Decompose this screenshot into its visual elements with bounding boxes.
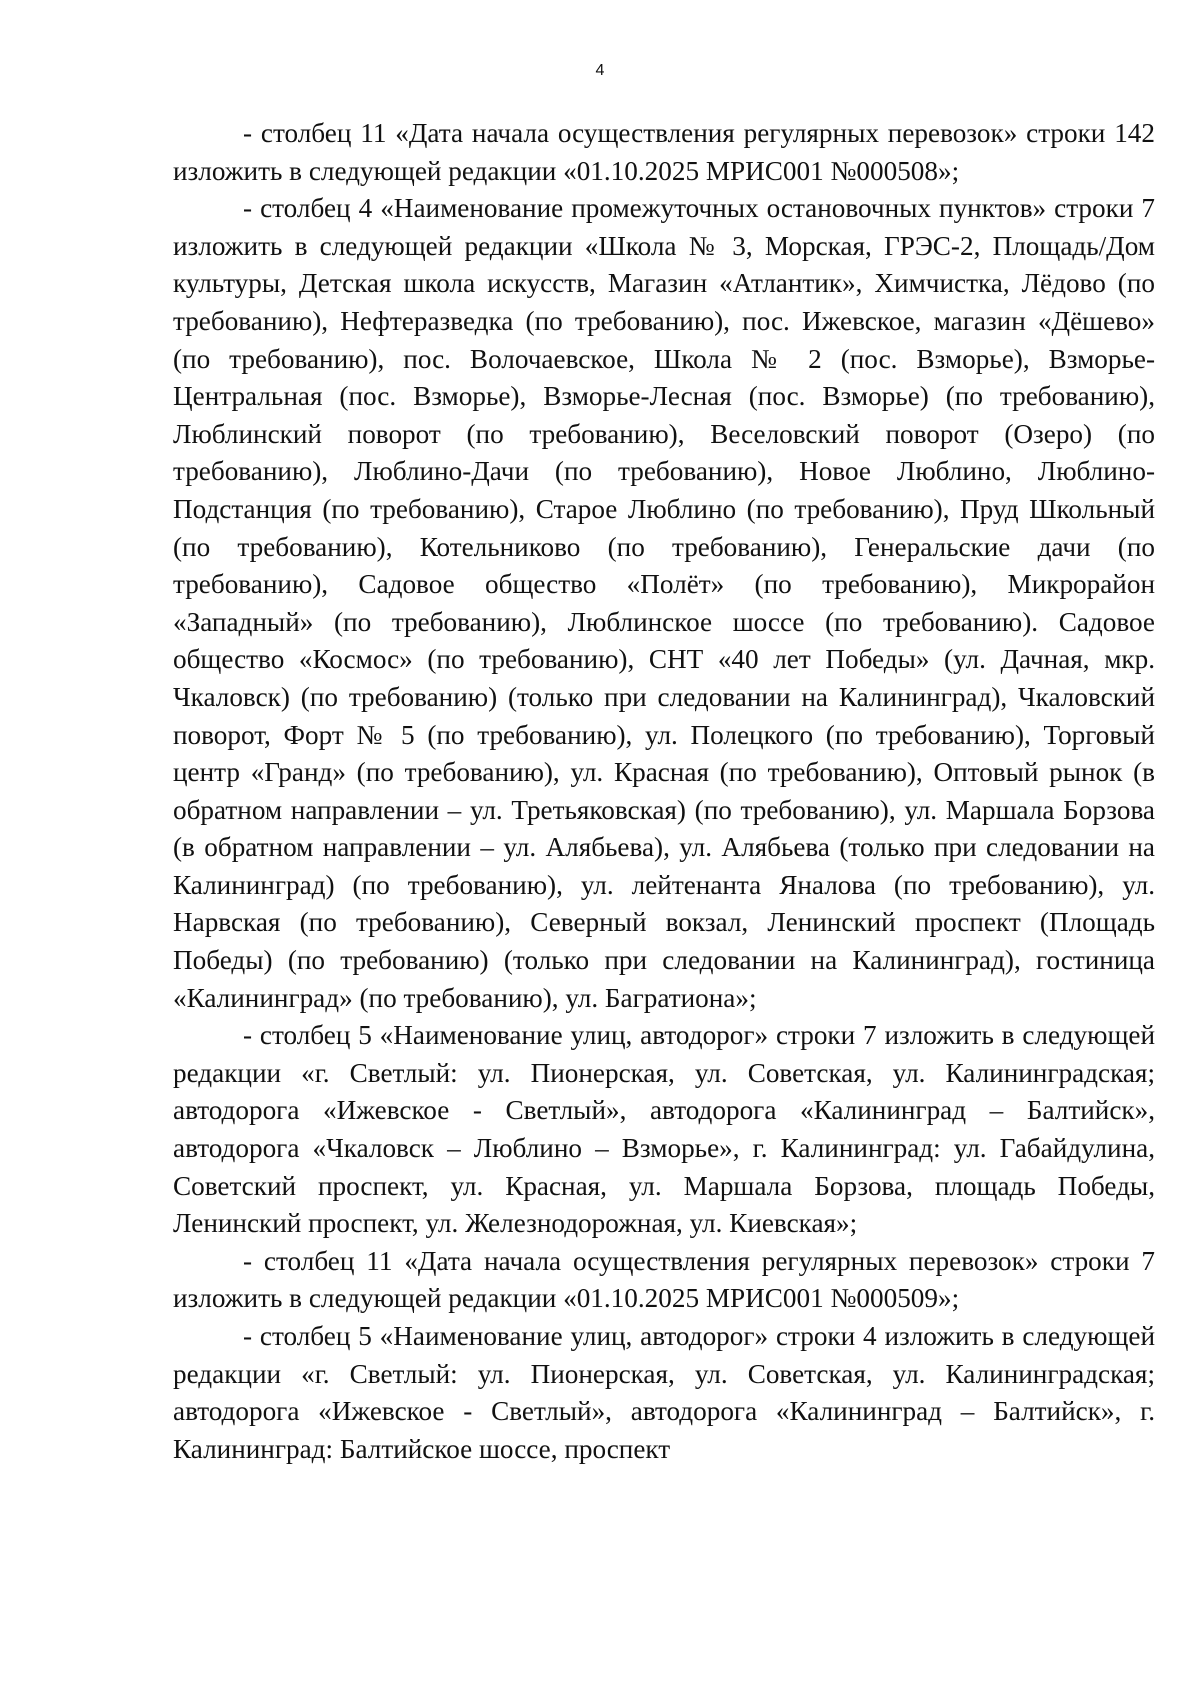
paragraph-column-5-row-4: - столбец 5 «Наименование улиц, автодорог» строки 4 изложить в следующей редакции «г. Светлый: ул. Пионерская, ул. Советская, ул. Калининградская; автодорога «Ижевское - Светлый», автодорога «Калининград – Балтийск», г. Калининград: Балтийское шоссе, проспект (173, 1321, 1155, 1464)
paragraph-column-4-row-7: - столбец 4 «Наименование промежуточных остановочных пунктов» строки 7 изложить в следующей редакции «Школа № 3, Морская, ГРЭС-2, Площадь/Дом культуры, Детская школа искусств, Магазин «Атлантик», Химчистка, Лёдово (по требованию), Нефтеразведка (по требованию), пос. Ижевское, магазин «Дёшево» (по требованию), пос. Волочаевское, Школа № 2 (пос. Взморье), Взморье-Центральная (пос. Взморье), Взморье-Лесная (пос. Взморье) (по требованию), Люблинский поворот (по требованию), Веселовский поворот (Озеро) (по требованию), Люблино-Дачи (по требованию), Новое Люблино, Люблино-Подстанция (по требованию), Старое Люблино (по требованию), Пруд Школьный (по требованию), Котельниково (по требованию), Генеральские дачи (по требованию), Садовое общество «Полёт» (по требованию), Микрорайон «Западный» (по требованию), Люблинское шоссе (по требованию). Садовое общество «Космос» (по требованию), СНТ «40 лет Победы» (ул. Дачная, мкр. Чкаловск) (по требованию) (только при следовании на Калининград), Чкаловский поворот, Форт № 5 (по требованию), ул. Полецкого (по требованию), Торговый центр «Гранд» (по требованию), ул. Красная (по требованию), Оптовый рынок (в обратном направлении – ул. Третьяковская) (по требованию), ул. Маршала Борзова (в обратном направлении – ул. Алябьева), ул. Алябьева (только при следовании на Калининград) (по требованию), ул. лейтенанта Яналова (по требованию), ул. Нарвская (по требованию), Северный вокзал, Ленинский проспект (Площадь Победы) (по требованию) (только при следовании на Калининград), гостиница «Калининград» (по требованию), ул. Багратиона»; (173, 193, 1155, 1013)
page-number: 4 (595, 62, 605, 79)
document-body (173, 115, 1155, 1468)
paragraph-column-5-row-7: - столбец 5 «Наименование улиц, автодорог» строки 7 изложить в следующей редакции «г. Светлый: ул. Пионерская, ул. Советская, ул. Калининградская; автодорога «Ижевское - Светлый», автодорога «Калининград – Балтийск», автодорога «Чкаловск – Люблино – Взморье», г. Калининград: ул. Габайдулина, Советский проспект, ул. Красная, ул. Маршала Борзова, площадь Победы, Ленинский проспект, ул. Железнодорожная, ул. Киевская»; (173, 1020, 1155, 1239)
paragraph-column-11-row-142: - столбец 11 «Дата начала осуществления регулярных перевозок» строки 142 изложить в следующей редакции «01.10.2025 МРИС001 №000508»; (173, 118, 1155, 186)
paragraph-column-11-row-7: - столбец 11 «Дата начала осуществления регулярных перевозок» строки 7 изложить в следующей редакции «01.10.2025 МРИС001 №000509»; (173, 1245, 1155, 1314)
